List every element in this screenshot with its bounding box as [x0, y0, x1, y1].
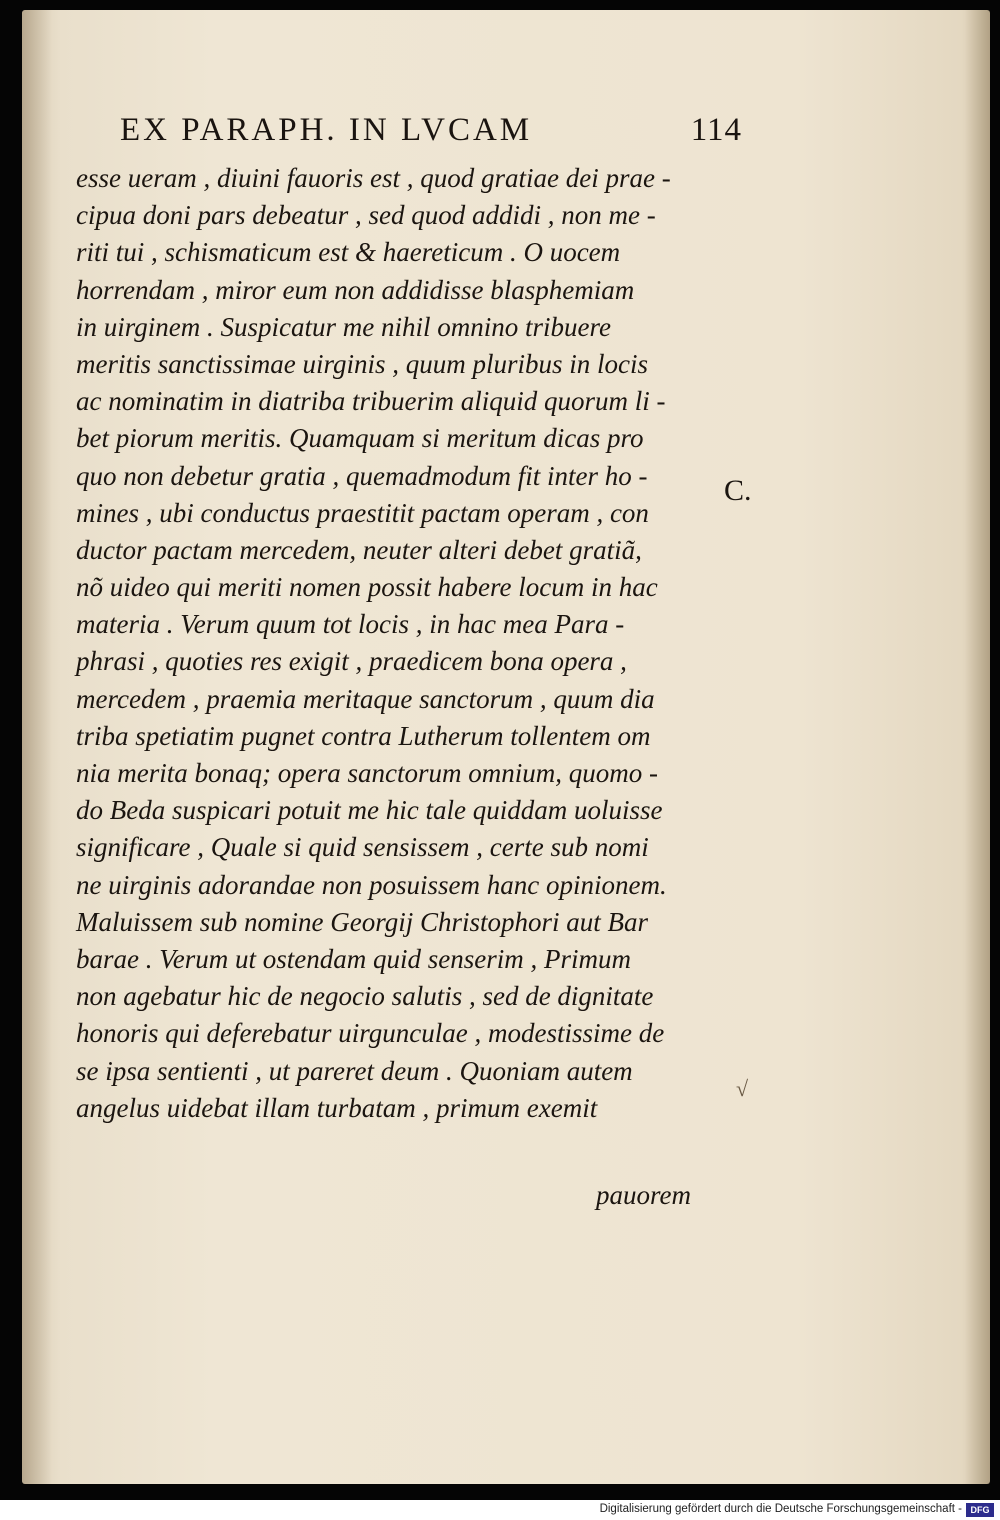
- margin-mark: √: [736, 1076, 749, 1101]
- text-line: phrasi , quoties res exigit , praedicem bona opera ,: [76, 646, 627, 677]
- text-line: honoris qui deferebatur uirgunculae , modestissime de: [76, 1018, 665, 1049]
- catchword: pauorem: [596, 1180, 691, 1210]
- dfg-logo: DFG: [966, 1503, 994, 1517]
- footer-bar: [0, 1500, 1000, 1520]
- text-line: meritis sanctissimae uirginis , quum pluribus in locis: [76, 348, 649, 379]
- page-spine-shadow: [22, 10, 52, 1484]
- text-line: bet piorum meritis. Quamquam si meritum dicas pro: [76, 423, 644, 454]
- margin-note: C.: [724, 474, 752, 507]
- text-line: se ipsa sentienti , ut pareret deum . Quoniam autem: [76, 1055, 633, 1086]
- text-line: nia merita bonaq; opera sanctorum omnium, quomo -: [76, 758, 658, 788]
- funding-credit: Digitalisierung gefördert durch die Deutsche Forschungsgemeinschaft -: [599, 1503, 962, 1515]
- page-number: 114: [690, 112, 742, 148]
- page-header: [112, 112, 742, 156]
- text-line: quo non debetur gratia , quemadmodum fit inter ho -: [76, 460, 648, 491]
- text-line: ne uirginis adorandae non posuissem hanc opinionem.: [76, 869, 667, 900]
- text-line: triba spetiatim pugnet contra Lutherum tollentem om: [76, 720, 651, 751]
- text-line: barae . Verum ut ostendam quid senserim , Primum: [76, 943, 631, 974]
- body-text: [76, 160, 716, 1127]
- text-line: esse ueram , diuini fauoris est , quod gratiae dei prae -: [76, 163, 671, 193]
- text-line: mercedem , praemia meritaque sanctorum , quum dia: [76, 683, 655, 714]
- text-line: nõ uideo qui meriti nomen possit habere locum in hac: [76, 572, 658, 603]
- text-line: non agebatur hic de negocio salutis , sed de dignitate: [76, 981, 654, 1012]
- text-line: significare , Quale si quid sensissem , certe sub nomi: [76, 832, 649, 863]
- text-line: angelus uidebat illam turbatam , primum exemit: [76, 1092, 598, 1123]
- text-line: in uirginem . Suspicatur me nihil omnino tribuere: [76, 311, 611, 342]
- running-head: EX PARAPH. IN LVCAM: [120, 112, 533, 148]
- text-line: ductor pactam mercedem, neuter alteri debet gratiã,: [76, 534, 642, 565]
- text-line: riti tui , schismaticum est & haereticum . O uocem: [76, 237, 621, 268]
- text-line: materia . Verum quum tot locis , in hac mea Para -: [76, 609, 625, 640]
- text-line: Maluissem sub nomine Georgij Christophori aut Bar: [76, 906, 649, 937]
- page-edge-shadow: [965, 10, 990, 1484]
- text-line: cipua doni pars debeatur , sed quod addidi , non me -: [76, 200, 656, 231]
- text-line: horrendam , miror eum non addidisse blasphemiam: [76, 274, 635, 305]
- text-line: ac nominatim in diatriba tribuerim aliquid quorum li -: [76, 386, 666, 417]
- text-line: mines , ubi conductus praestitit pactam operam , con: [76, 497, 649, 528]
- text-line: do Beda suspicari potuit me hic tale quiddam uoluisse: [76, 795, 663, 826]
